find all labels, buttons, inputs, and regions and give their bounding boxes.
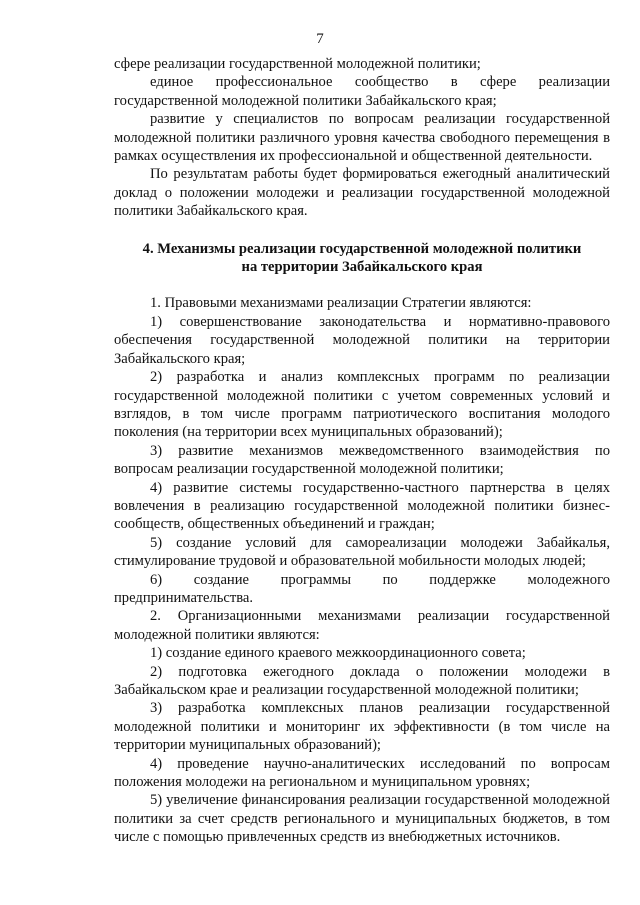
paragraph: По результатам работы будет формироваться ежегодный аналитический доклад о положении молодежи и реализации государственной молодежной политики Забайкальского края. [114,166,610,220]
paragraph: развитие у специалистов по вопросам реализации государственной молодежной политики различного уровня качества свободного перемещения в рамках осуществления их профессиональной и общественной деятельности. [114,111,610,165]
paragraph: сфере реализации государственной молодежной политики; [114,56,481,72]
list-item: 1) создание единого краевого межкоординационного совета; [150,645,526,662]
section-heading [114,240,610,277]
list-item: 3) разработка комплексных планов реализации государственной молодежной политики и мониторинг их эффективности (в том числе на территории муниципальных образований); [114,700,610,754]
list-item: 6) создание программы по поддержке молодежного предпринимательства. [114,571,610,606]
page-number: 7 [316,31,324,47]
paragraph: единое профессиональное сообщество в сфере реализации государственной молодежной политики Забайкальского края; [114,74,610,109]
list-item: 4) проведение научно-аналитических исследований по вопросам положения молодежи на региональном и муниципальном уровнях; [114,755,610,791]
list-item: 2) подготовка ежегодного доклада о положении молодежи в Забайкальском крае и реализации государственной молодежной политики; [114,663,610,698]
list-item: 4) развитие системы государственно-частного партнерства в целях вовлечения в реализацию государственной молодежной политики бизнес-сообществ, общественных объединений и граждан; [114,479,610,533]
paragraph-lead: 1. Правовыми механизмами реализации Стратегии являются: [150,295,532,312]
section-heading-line: на территории Забайкальского края [241,259,483,276]
list-item: 2) разработка и анализ комплексных программ по реализации государственной молодежной политики с учетом современных условий и взглядов, в том числе программ патриотического воспитания молодого поколения (на территории всех муниципальных образований); [114,369,610,441]
list-item: 1) совершенствование законодательства и нормативно-правового обеспечения государственной молодежной политики на территории Забайкальского края; [114,313,610,367]
paragraph-lead: 2. Организационными механизмами реализации государственной молодежной политики являются: [114,608,610,643]
list-item: 5) создание условий для самореализации молодежи Забайкалья, стимулирование трудовой и образовательной мобильности молодых людей; [114,534,610,570]
document-body [114,55,610,847]
list-item: 5) увеличение финансирования реализации государственной молодежной политики за счет средств регионального и муниципальных бюджетов, в том числе с помощью привлеченных средств из внебюджетных источников. [114,792,610,846]
section-heading-line: 4. Механизмы реализации государственной молодежной политики [142,240,582,257]
list-item: 3) развитие механизмов межведомственного взаимодействия по вопросам реализации государственной молодежной политики; [114,442,610,478]
